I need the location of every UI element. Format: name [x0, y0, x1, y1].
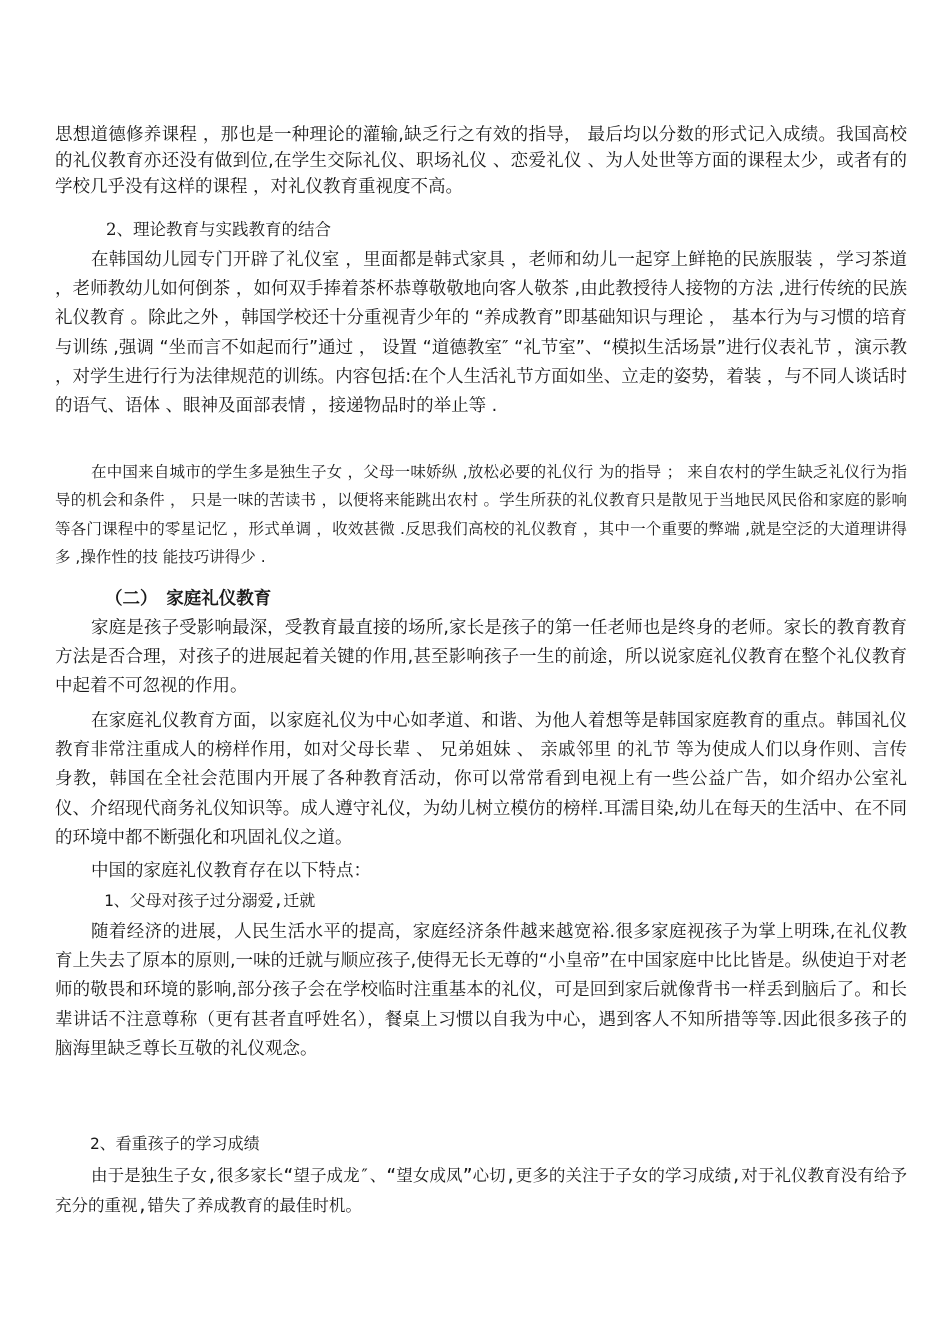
paragraph-china-students: 在中国来自城市的学生多是独生子女 ，父母一味娇纵 ,放松必要的礼仪行 为的指导 ； 来自农村的学生缺乏礼仪行为指导的机会和条件 ， 只是一味的苦读书 ，以便将来能跳出农村 。学生所获的礼仪教育只是散见于当地民风民俗和家庭的影响等各门课程中的零星记忆 ，形式单调 ，收效甚微 .反思我们高校的礼仪教育 ，其中一个重要的弊端 ,就是空泛的大道理讲得多 ,操作性的技 能技巧讲得少 . [55, 463, 907, 567]
section-heading-family-etiquette: （二） 家庭礼仪教育 [105, 589, 272, 609]
subheading-spoiling: 1、父母对孩子过分溺爱,迁就 [104, 891, 316, 910]
paragraph-course-criticism: 思想道德修养课程 ，那也是一种理论的灌输,缺乏行之有效的指导， 最后均以分数的形式记入成绩。我国高校的礼仪教育亦还没有做到位,在学生交际礼仪、职场礼仪 、恋爱礼仪 、为人处世等方面的课程太少，或者有的学校几乎没有这样的课程 ，对礼仪教育重视度不高。 [55, 125, 907, 197]
paragraph-academic-focus: 由于是独生子女,很多家长“望子成龙″、“望女成凤”心切,更多的关注于子女的学习成绩,对于礼仪教育没有给予充分的重视,错失了养成教育的最佳时机。 [55, 1166, 907, 1215]
paragraph-korea-family: 在家庭礼仪教育方面，以家庭礼仪为中心如孝道、和谐、为他人着想等是韩国家庭教育的重点。韩国礼仪教育非常注重成人的榜样作用，如对父母长辈 、 兄弟姐妹 、 亲戚邻里 的礼节 等为使成人们以身作则、言传身教，韩国在全社会范围内开展了各种教育活动，你可以常常看到电视上有一些公益广告，如介绍办公室礼仪、介绍现代商务礼仪知识等。成人遵守礼仪，为幼儿树立模仿的榜样.耳濡目染,幼儿在每天的生活中、在不同的环境中都不断强化和巩固礼仪之道。 [55, 711, 907, 848]
paragraph-korea-kindergarten: 在韩国幼儿园专门开辟了礼仪室 ，里面都是韩式家具 ，老师和幼儿一起穿上鲜艳的民族服装 ，学习茶道 ，老师教幼儿如何倒茶 ，如何双手捧着茶杯恭尊敬敬地向客人敬茶 ,由此教授待人接物的方法 ,进行传统的民族礼仪教育 。除此之外 ，韩国学校还十分重视青少年的 “养成教育”即基础知识与理论 ， 基本行为与习惯的培育与训练 ,强调 “坐而言不如起而行”通过 ， 设置 “道德教室″ “礼节室”、“模拟生活场景”进行仪表礼节 ，演示教 ，对学生进行行为法律规范的训练。内容包括:在个人生活礼节方面如坐、立走的姿势，着装 ，与不同人谈话时的语气、语体 、眼神及面部表情 ，接递物品时的举止等 . [55, 250, 907, 417]
paragraph-china-family-intro: 中国的家庭礼仪教育存在以下特点： [91, 861, 371, 881]
paragraph-spoiling: 随着经济的进展，人民生活水平的提高，家庭经济条件越来越宽裕.很多家庭视孩子为掌上明珠,在礼仪教育上失去了原本的原则,一味的迁就与顺应孩子,使得无长无尊的“小皇帝”在中国家庭中比比皆是。纵使迫于对老师的敬畏和环境的影响,部分孩子会在学校临时注重基本的礼仪，可是回到家后就像背书一样丢到脑后了。和长辈讲话不注意尊称（更有甚者直呼姓名），餐桌上习惯以自我为中心，遇到客人不知所措等等.因此很多孩子的脑海里缺乏尊长互敬的礼仪观念。 [55, 922, 907, 1059]
paragraph-family-importance: 家庭是孩子受影响最深，受教育最直接的场所,家长是孩子的第一任老师也是终身的老师。家长的教育教育方法是否合理，对孩子的进展起着关键的作用,甚至影响孩子一生的前途，所以说家庭礼仪教育在整个礼仪教育中起着不可忽视的作用。 [55, 618, 907, 696]
subheading-academic-focus: 2、看重孩子的学习成绩 [90, 1134, 260, 1153]
subheading-theory-practice: 2、理论教育与实践教育的结合 [106, 220, 331, 239]
